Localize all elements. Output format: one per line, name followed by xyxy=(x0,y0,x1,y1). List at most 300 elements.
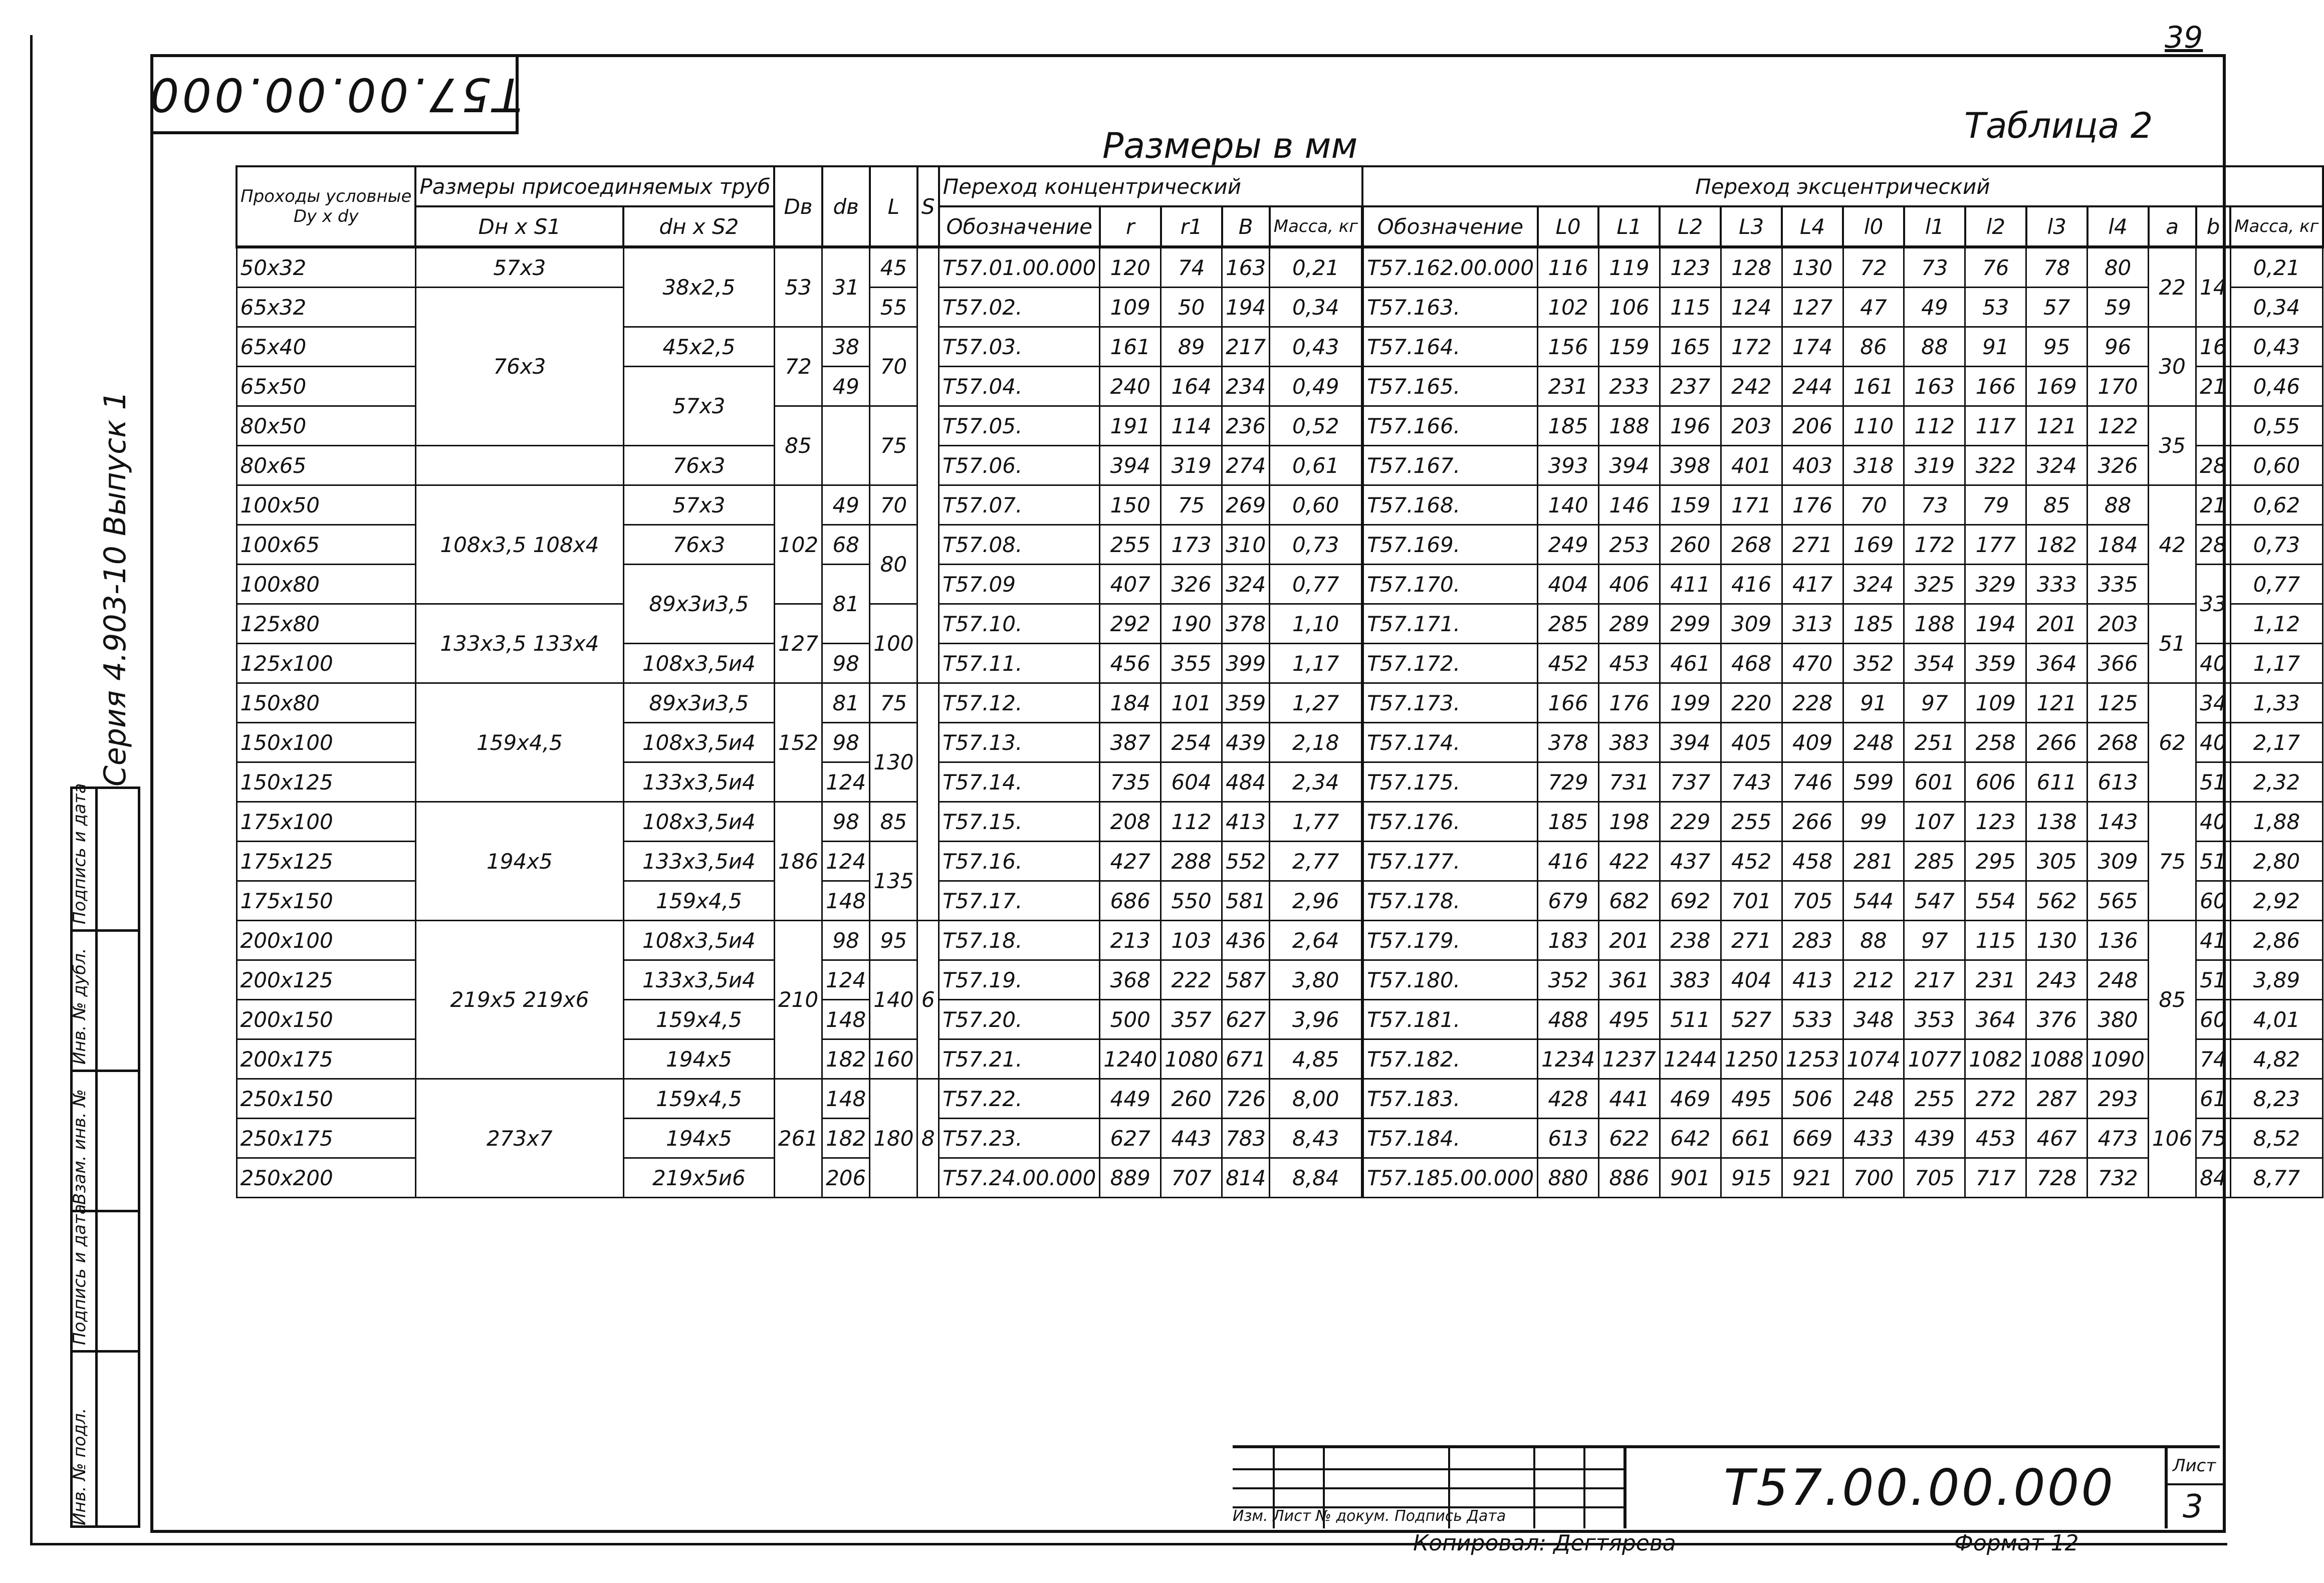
cell-passes: 125x100 xyxy=(237,644,415,683)
cell-c-r: 240 xyxy=(1100,367,1161,406)
cell-e-l4: 335 xyxy=(2087,565,2149,604)
cell-e-mass: 8,77 xyxy=(2230,1158,2322,1198)
cell-c-designation: T57.13. xyxy=(939,723,1100,762)
cell-e-l4: 96 xyxy=(2087,327,2149,367)
cell-e-l3: 324 xyxy=(2026,446,2087,485)
side-stamp xyxy=(70,783,140,1528)
cell-c-mass: 0,60 xyxy=(1270,485,1362,525)
cell-e-L3: 171 xyxy=(1721,485,1782,525)
cell-e-designation: T57.178. xyxy=(1362,881,1537,921)
cell-e-L2: 165 xyxy=(1660,327,1721,367)
cell-e-l2: 109 xyxy=(1965,683,2026,723)
header-c-r1: r1 xyxy=(1161,206,1222,247)
cell-pipe-small: 133x3,5и4 xyxy=(623,960,774,1000)
cell-e-l3: 266 xyxy=(2026,723,2087,762)
cell-e-l1: 705 xyxy=(1904,1158,1965,1198)
cell-e-L1: 1237 xyxy=(1598,1039,1660,1079)
cell-e-l2: 91 xyxy=(1965,327,2026,367)
cell-c-mass: 0,52 xyxy=(1270,406,1362,446)
cell-dv: 148 xyxy=(822,1000,870,1039)
cell-e-l3: 562 xyxy=(2026,881,2087,921)
header-c-B: B xyxy=(1222,206,1270,247)
header-e-a: a xyxy=(2149,206,2196,247)
cell-pipe-small: 45x2,5 xyxy=(623,327,774,367)
cell-e-l4: 125 xyxy=(2087,683,2149,723)
side-label-replace: Взам. инв. № xyxy=(70,1089,90,1205)
cell-pipe-small: 108x3,5и4 xyxy=(623,921,774,960)
cell-e-designation: T57.181. xyxy=(1362,1000,1537,1039)
cell-L: 80 xyxy=(870,525,917,604)
cell-passes: 80x50 xyxy=(237,406,415,446)
cell-e-L2: 394 xyxy=(1660,723,1721,762)
cell-e-L0: 140 xyxy=(1538,485,1599,525)
cell-e-l4: 203 xyxy=(2087,604,2149,644)
cell-e-b: 16 xyxy=(2196,327,2230,367)
cell-L: 160 xyxy=(870,1039,917,1079)
cell-e-mass: 4,82 xyxy=(2230,1039,2322,1079)
cell-e-L4: 409 xyxy=(1782,723,1843,762)
cell-e-l0: 72 xyxy=(1843,247,1904,288)
cell-c-designation: T57.23. xyxy=(939,1119,1100,1158)
cell-e-L2: 461 xyxy=(1660,644,1721,683)
cell-e-mass: 0,77 xyxy=(2230,565,2322,604)
cell-e-l0: 212 xyxy=(1843,960,1904,1000)
cell-e-L1: 394 xyxy=(1598,446,1660,485)
cell-dv: 206 xyxy=(822,1158,870,1198)
cell-c-mass: 2,64 xyxy=(1270,921,1362,960)
cell-c-mass: 1,77 xyxy=(1270,802,1362,842)
cell-e-l0: 110 xyxy=(1843,406,1904,446)
cell-c-r: 255 xyxy=(1100,525,1161,565)
cell-e-mass: 3,89 xyxy=(2230,960,2322,1000)
grid-line xyxy=(1233,1487,1623,1489)
cell-e-b: 14 xyxy=(2196,247,2230,327)
cell-c-r1: 260 xyxy=(1161,1079,1222,1119)
cell-e-l2: 1082 xyxy=(1965,1039,2026,1079)
cell-e-l1: 439 xyxy=(1904,1119,1965,1158)
cell-e-L3: 915 xyxy=(1721,1158,1782,1198)
cell-e-designation: T57.185.00.000 xyxy=(1362,1158,1537,1198)
cell-passes: 65x40 xyxy=(237,327,415,367)
cell-e-L2: 901 xyxy=(1660,1158,1721,1198)
cell-passes: 100x50 xyxy=(237,485,415,525)
cell-e-L3: 404 xyxy=(1721,960,1782,1000)
cell-e-l2: 453 xyxy=(1965,1119,2026,1158)
cell-e-l0: 248 xyxy=(1843,723,1904,762)
cell-e-L2: 642 xyxy=(1660,1119,1721,1158)
cell-e-L4: 746 xyxy=(1782,762,1843,802)
cell-e-L4: 413 xyxy=(1782,960,1843,1000)
cell-dv: 49 xyxy=(822,485,870,525)
cell-pipe-small: 194x5 xyxy=(623,1039,774,1079)
title-block xyxy=(1233,1445,2220,1528)
cell-dv: 148 xyxy=(822,1079,870,1119)
cell-c-designation: T57.20. xyxy=(939,1000,1100,1039)
cell-dv: 81 xyxy=(822,683,870,723)
header-Dv: Dв xyxy=(774,166,822,247)
cell-c-r: 161 xyxy=(1100,327,1161,367)
cell-e-L0: 393 xyxy=(1538,446,1599,485)
cell-e-l2: 166 xyxy=(1965,367,2026,406)
cell-c-B: 359 xyxy=(1222,683,1270,723)
header-pipe-big: Dн x S1 xyxy=(415,206,623,247)
series-label: Серия 4.903-10 Выпуск 1 xyxy=(98,391,133,786)
cell-e-mass: 1,88 xyxy=(2230,802,2322,842)
cell-e-a: 30 xyxy=(2149,327,2196,406)
cell-e-l1: 107 xyxy=(1904,802,1965,842)
cell-e-l3: 95 xyxy=(2026,327,2087,367)
cell-c-r1: 74 xyxy=(1161,247,1222,288)
cell-e-l3: 467 xyxy=(2026,1119,2087,1158)
cell-e-b: 41 xyxy=(2196,921,2230,960)
cell-e-L2: 398 xyxy=(1660,446,1721,485)
cell-e-designation: T57.170. xyxy=(1362,565,1537,604)
cell-e-L0: 156 xyxy=(1538,327,1599,367)
cell-c-mass: 0,49 xyxy=(1270,367,1362,406)
cell-e-L2: 115 xyxy=(1660,288,1721,327)
cell-e-L0: 378 xyxy=(1538,723,1599,762)
cell-e-L0: 404 xyxy=(1538,565,1599,604)
cell-pipe-small: 159x4,5 xyxy=(623,1079,774,1119)
side-label-sign: Подпись и дата xyxy=(70,1204,90,1345)
cell-L: 55 xyxy=(870,288,917,327)
cell-e-l4: 184 xyxy=(2087,525,2149,565)
cell-c-r1: 103 xyxy=(1161,921,1222,960)
cell-dv: 98 xyxy=(822,644,870,683)
cell-e-mass: 8,52 xyxy=(2230,1119,2322,1158)
cell-dv: 148 xyxy=(822,881,870,921)
cell-Dv: 127 xyxy=(774,604,822,683)
cell-c-r: 368 xyxy=(1100,960,1161,1000)
cell-e-L0: 166 xyxy=(1538,683,1599,723)
cell-e-L1: 106 xyxy=(1598,288,1660,327)
cell-e-L3: 220 xyxy=(1721,683,1782,723)
cell-e-L4: 283 xyxy=(1782,921,1843,960)
cell-c-r1: 326 xyxy=(1161,565,1222,604)
cell-e-l2: 258 xyxy=(1965,723,2026,762)
cell-e-l4: 122 xyxy=(2087,406,2149,446)
sheet-box xyxy=(2165,1448,2223,1528)
header-pipe-small: dн x S2 xyxy=(623,206,774,247)
cell-e-L4: 266 xyxy=(1782,802,1843,842)
cell-c-designation: T57.21. xyxy=(939,1039,1100,1079)
cell-e-L1: 159 xyxy=(1598,327,1660,367)
cell-e-L2: 159 xyxy=(1660,485,1721,525)
cell-pipe-small: 219x5и6 xyxy=(623,1158,774,1198)
cell-Dv: 186 xyxy=(774,802,822,921)
cell-c-r1: 1080 xyxy=(1161,1039,1222,1079)
table-title: Таблица 2 xyxy=(1964,105,2153,146)
cell-e-l1: 325 xyxy=(1904,565,1965,604)
cell-e-l3: 201 xyxy=(2026,604,2087,644)
cell-e-L3: 172 xyxy=(1721,327,1782,367)
cell-c-B: 552 xyxy=(1222,842,1270,881)
cell-e-mass: 0,73 xyxy=(2230,525,2322,565)
cell-e-designation: T57.168. xyxy=(1362,485,1537,525)
cell-e-l4: 732 xyxy=(2087,1158,2149,1198)
cell-c-designation: T57.01.00.000 xyxy=(939,247,1100,288)
cell-passes: 200x125 xyxy=(237,960,415,1000)
cell-e-l2: 115 xyxy=(1965,921,2026,960)
cell-c-r1: 164 xyxy=(1161,367,1222,406)
cell-S xyxy=(917,683,939,921)
cell-e-L3: 661 xyxy=(1721,1119,1782,1158)
cell-dv: 81 xyxy=(822,565,870,644)
cell-L: 45 xyxy=(870,247,917,288)
cell-e-L3: 452 xyxy=(1721,842,1782,881)
table-row xyxy=(237,802,2323,842)
cell-e-designation: T57.174. xyxy=(1362,723,1537,762)
cell-e-mass: 0,43 xyxy=(2230,327,2322,367)
cell-L: 180 xyxy=(870,1079,917,1198)
cell-e-L2: 237 xyxy=(1660,367,1721,406)
cell-pipe-small: 159x4,5 xyxy=(623,881,774,921)
header-passes-sub: Dy x dy xyxy=(293,206,359,226)
cell-c-r: 686 xyxy=(1100,881,1161,921)
cell-e-l2: 322 xyxy=(1965,446,2026,485)
cell-L: 85 xyxy=(870,802,917,842)
cell-pipe-big: 159x4,5 xyxy=(415,683,623,802)
cell-e-l3: 169 xyxy=(2026,367,2087,406)
cell-e-L1: 289 xyxy=(1598,604,1660,644)
cell-c-r: 292 xyxy=(1100,604,1161,644)
cell-e-L1: 422 xyxy=(1598,842,1660,881)
cell-e-L2: 238 xyxy=(1660,921,1721,960)
cell-S: 6 xyxy=(917,921,939,1079)
header-row-2 xyxy=(237,206,2323,247)
cell-passes: 175x100 xyxy=(237,802,415,842)
cell-e-b: 28 xyxy=(2196,446,2230,485)
side-divider xyxy=(73,929,138,932)
cell-e-mass: 2,32 xyxy=(2230,762,2322,802)
cell-e-L4: 228 xyxy=(1782,683,1843,723)
table-row xyxy=(237,288,2323,327)
cell-c-B: 814 xyxy=(1222,1158,1270,1198)
cell-e-L4: 127 xyxy=(1782,288,1843,327)
cell-e-mass: 0,62 xyxy=(2230,485,2322,525)
cell-e-l0: 91 xyxy=(1843,683,1904,723)
cell-e-l0: 324 xyxy=(1843,565,1904,604)
cell-c-r: 184 xyxy=(1100,683,1161,723)
cell-e-l1: 285 xyxy=(1904,842,1965,881)
cell-dv: 98 xyxy=(822,802,870,842)
table-header xyxy=(237,166,2323,247)
cell-pipe-small: 108x3,5и4 xyxy=(623,723,774,762)
cell-c-mass: 1,10 xyxy=(1270,604,1362,644)
header-e-L4: L4 xyxy=(1782,206,1843,247)
cell-c-B: 217 xyxy=(1222,327,1270,367)
cell-c-r: 109 xyxy=(1100,288,1161,327)
cell-e-mass: 0,21 xyxy=(2230,247,2322,288)
cell-e-L2: 260 xyxy=(1660,525,1721,565)
cell-e-l4: 565 xyxy=(2087,881,2149,921)
cell-L: 100 xyxy=(870,604,917,683)
cell-c-mass: 0,61 xyxy=(1270,446,1362,485)
header-e-L1: L1 xyxy=(1598,206,1660,247)
cell-pipe-small: 89x3и3,5 xyxy=(623,565,774,644)
cell-e-L3: 255 xyxy=(1721,802,1782,842)
cell-c-r1: 50 xyxy=(1161,288,1222,327)
cell-passes: 200x175 xyxy=(237,1039,415,1079)
cell-pipe-big: 273x7 xyxy=(415,1079,623,1198)
cell-e-L0: 452 xyxy=(1538,644,1599,683)
cell-e-L4: 271 xyxy=(1782,525,1843,565)
cell-c-designation: T57.02. xyxy=(939,288,1100,327)
cell-c-r1: 288 xyxy=(1161,842,1222,881)
cell-passes: 65x32 xyxy=(237,288,415,327)
grid-line xyxy=(2168,1483,2223,1485)
cell-pipe-small: 194x5 xyxy=(623,1119,774,1158)
cell-e-L0: 729 xyxy=(1538,762,1599,802)
cell-e-l3: 57 xyxy=(2026,288,2087,327)
cell-e-L3: 124 xyxy=(1721,288,1782,327)
cell-c-r: 191 xyxy=(1100,406,1161,446)
cell-e-L0: 416 xyxy=(1538,842,1599,881)
cell-e-l2: 606 xyxy=(1965,762,2026,802)
cell-e-l3: 333 xyxy=(2026,565,2087,604)
cell-e-L0: 116 xyxy=(1538,247,1599,288)
cell-passes: 150x100 xyxy=(237,723,415,762)
cell-c-B: 378 xyxy=(1222,604,1270,644)
cell-e-l1: 353 xyxy=(1904,1000,1965,1039)
cell-passes: 50x32 xyxy=(237,247,415,288)
cell-passes: 100x65 xyxy=(237,525,415,565)
table-row xyxy=(237,683,2323,723)
cell-e-l2: 364 xyxy=(1965,1000,2026,1039)
cell-e-l4: 366 xyxy=(2087,644,2149,683)
cell-L: 135 xyxy=(870,842,917,921)
cell-c-r: 208 xyxy=(1100,802,1161,842)
header-pipe-sizes: Размеры присоединяемых труб xyxy=(415,166,774,206)
cell-dv: 124 xyxy=(822,842,870,881)
cell-e-a: 35 xyxy=(2149,406,2196,485)
cell-e-l0: 99 xyxy=(1843,802,1904,842)
cell-e-l1: 73 xyxy=(1904,247,1965,288)
cell-e-l3: 182 xyxy=(2026,525,2087,565)
header-e-designation: Обозначение xyxy=(1362,206,1537,247)
cell-c-mass: 0,43 xyxy=(1270,327,1362,367)
cell-c-r: 735 xyxy=(1100,762,1161,802)
cell-e-l3: 376 xyxy=(2026,1000,2087,1039)
cell-e-designation: T57.172. xyxy=(1362,644,1537,683)
cell-e-l1: 163 xyxy=(1904,367,1965,406)
cell-e-mass: 2,17 xyxy=(2230,723,2322,762)
cell-e-l3: 287 xyxy=(2026,1079,2087,1119)
cell-e-L2: 411 xyxy=(1660,565,1721,604)
cell-e-l0: 352 xyxy=(1843,644,1904,683)
cell-c-r: 213 xyxy=(1100,921,1161,960)
cell-c-designation: T57.18. xyxy=(939,921,1100,960)
table-row xyxy=(237,921,2323,960)
cell-c-r: 387 xyxy=(1100,723,1161,762)
cell-e-l2: 717 xyxy=(1965,1158,2026,1198)
cell-c-B: 671 xyxy=(1222,1039,1270,1079)
cell-c-B: 581 xyxy=(1222,881,1270,921)
cell-e-designation: T57.180. xyxy=(1362,960,1537,1000)
cell-e-l2: 295 xyxy=(1965,842,2026,881)
cell-c-mass: 8,84 xyxy=(1270,1158,1362,1198)
cell-c-B: 399 xyxy=(1222,644,1270,683)
cell-e-a: 51 xyxy=(2149,604,2196,683)
cell-dv: 38 xyxy=(822,327,870,367)
cell-e-L1: 886 xyxy=(1598,1158,1660,1198)
cell-pipe-small: 76x3 xyxy=(623,446,774,485)
cell-e-L1: 441 xyxy=(1598,1079,1660,1119)
cell-c-B: 274 xyxy=(1222,446,1270,485)
cell-e-mass: 1,12 xyxy=(2230,604,2322,644)
cell-S xyxy=(917,247,939,683)
header-e-mass: Масса, кг xyxy=(2230,206,2322,247)
cell-e-l0: 161 xyxy=(1843,367,1904,406)
cell-passes: 250x200 xyxy=(237,1158,415,1198)
cell-e-L2: 123 xyxy=(1660,247,1721,288)
header-L: L xyxy=(870,166,917,247)
table-row xyxy=(237,1079,2323,1119)
cell-L: 70 xyxy=(870,485,917,525)
cell-e-L1: 731 xyxy=(1598,762,1660,802)
top-stamp-text: T57.00.00.000 xyxy=(147,67,522,121)
cell-e-l3: 1088 xyxy=(2026,1039,2087,1079)
cell-e-l0: 599 xyxy=(1843,762,1904,802)
cell-e-designation: T57.184. xyxy=(1362,1119,1537,1158)
cell-c-designation: T57.05. xyxy=(939,406,1100,446)
cell-e-b: 33 xyxy=(2196,565,2230,644)
cell-e-L2: 692 xyxy=(1660,881,1721,921)
cell-L: 70 xyxy=(870,327,917,406)
cell-e-l4: 170 xyxy=(2087,367,2149,406)
cell-e-L3: 309 xyxy=(1721,604,1782,644)
cell-e-l2: 329 xyxy=(1965,565,2026,604)
cell-e-l1: 49 xyxy=(1904,288,1965,327)
cell-e-l4: 248 xyxy=(2087,960,2149,1000)
cell-Dv: 53 xyxy=(774,247,822,327)
cell-c-r: 627 xyxy=(1100,1119,1161,1158)
cell-e-L3: 128 xyxy=(1721,247,1782,288)
cell-e-designation: T57.182. xyxy=(1362,1039,1537,1079)
cell-e-L0: 185 xyxy=(1538,406,1599,446)
header-concentric: Переход концентрический xyxy=(939,166,1363,206)
cell-e-mass: 1,33 xyxy=(2230,683,2322,723)
cell-e-L3: 1250 xyxy=(1721,1039,1782,1079)
cell-e-L0: 488 xyxy=(1538,1000,1599,1039)
cell-e-mass: 8,23 xyxy=(2230,1079,2322,1119)
cell-pipe-small: 76x3 xyxy=(623,525,774,565)
cell-c-designation: T57.24.00.000 xyxy=(939,1158,1100,1198)
cell-e-L1: 176 xyxy=(1598,683,1660,723)
cell-e-l2: 272 xyxy=(1965,1079,2026,1119)
cell-e-l4: 309 xyxy=(2087,842,2149,881)
cell-e-a: 106 xyxy=(2149,1079,2196,1198)
cell-e-designation: T57.169. xyxy=(1362,525,1537,565)
cell-e-L4: 470 xyxy=(1782,644,1843,683)
sheet-corner-number: 39 xyxy=(2165,20,2203,55)
cell-e-l4: 1090 xyxy=(2087,1039,2149,1079)
cell-S: 8 xyxy=(917,1079,939,1198)
cell-e-l1: 547 xyxy=(1904,881,1965,921)
cell-c-designation: T57.17. xyxy=(939,881,1100,921)
cell-e-l1: 188 xyxy=(1904,604,1965,644)
cell-e-l0: 185 xyxy=(1843,604,1904,644)
cell-e-designation: T57.173. xyxy=(1362,683,1537,723)
header-c-designation: Обозначение xyxy=(939,206,1100,247)
cell-c-r1: 75 xyxy=(1161,485,1222,525)
cell-e-designation: T57.171. xyxy=(1362,604,1537,644)
header-passes xyxy=(237,166,415,247)
cell-e-l3: 121 xyxy=(2026,683,2087,723)
cell-dv: 182 xyxy=(822,1119,870,1158)
cell-c-r: 456 xyxy=(1100,644,1161,683)
cell-e-l1: 1077 xyxy=(1904,1039,1965,1079)
